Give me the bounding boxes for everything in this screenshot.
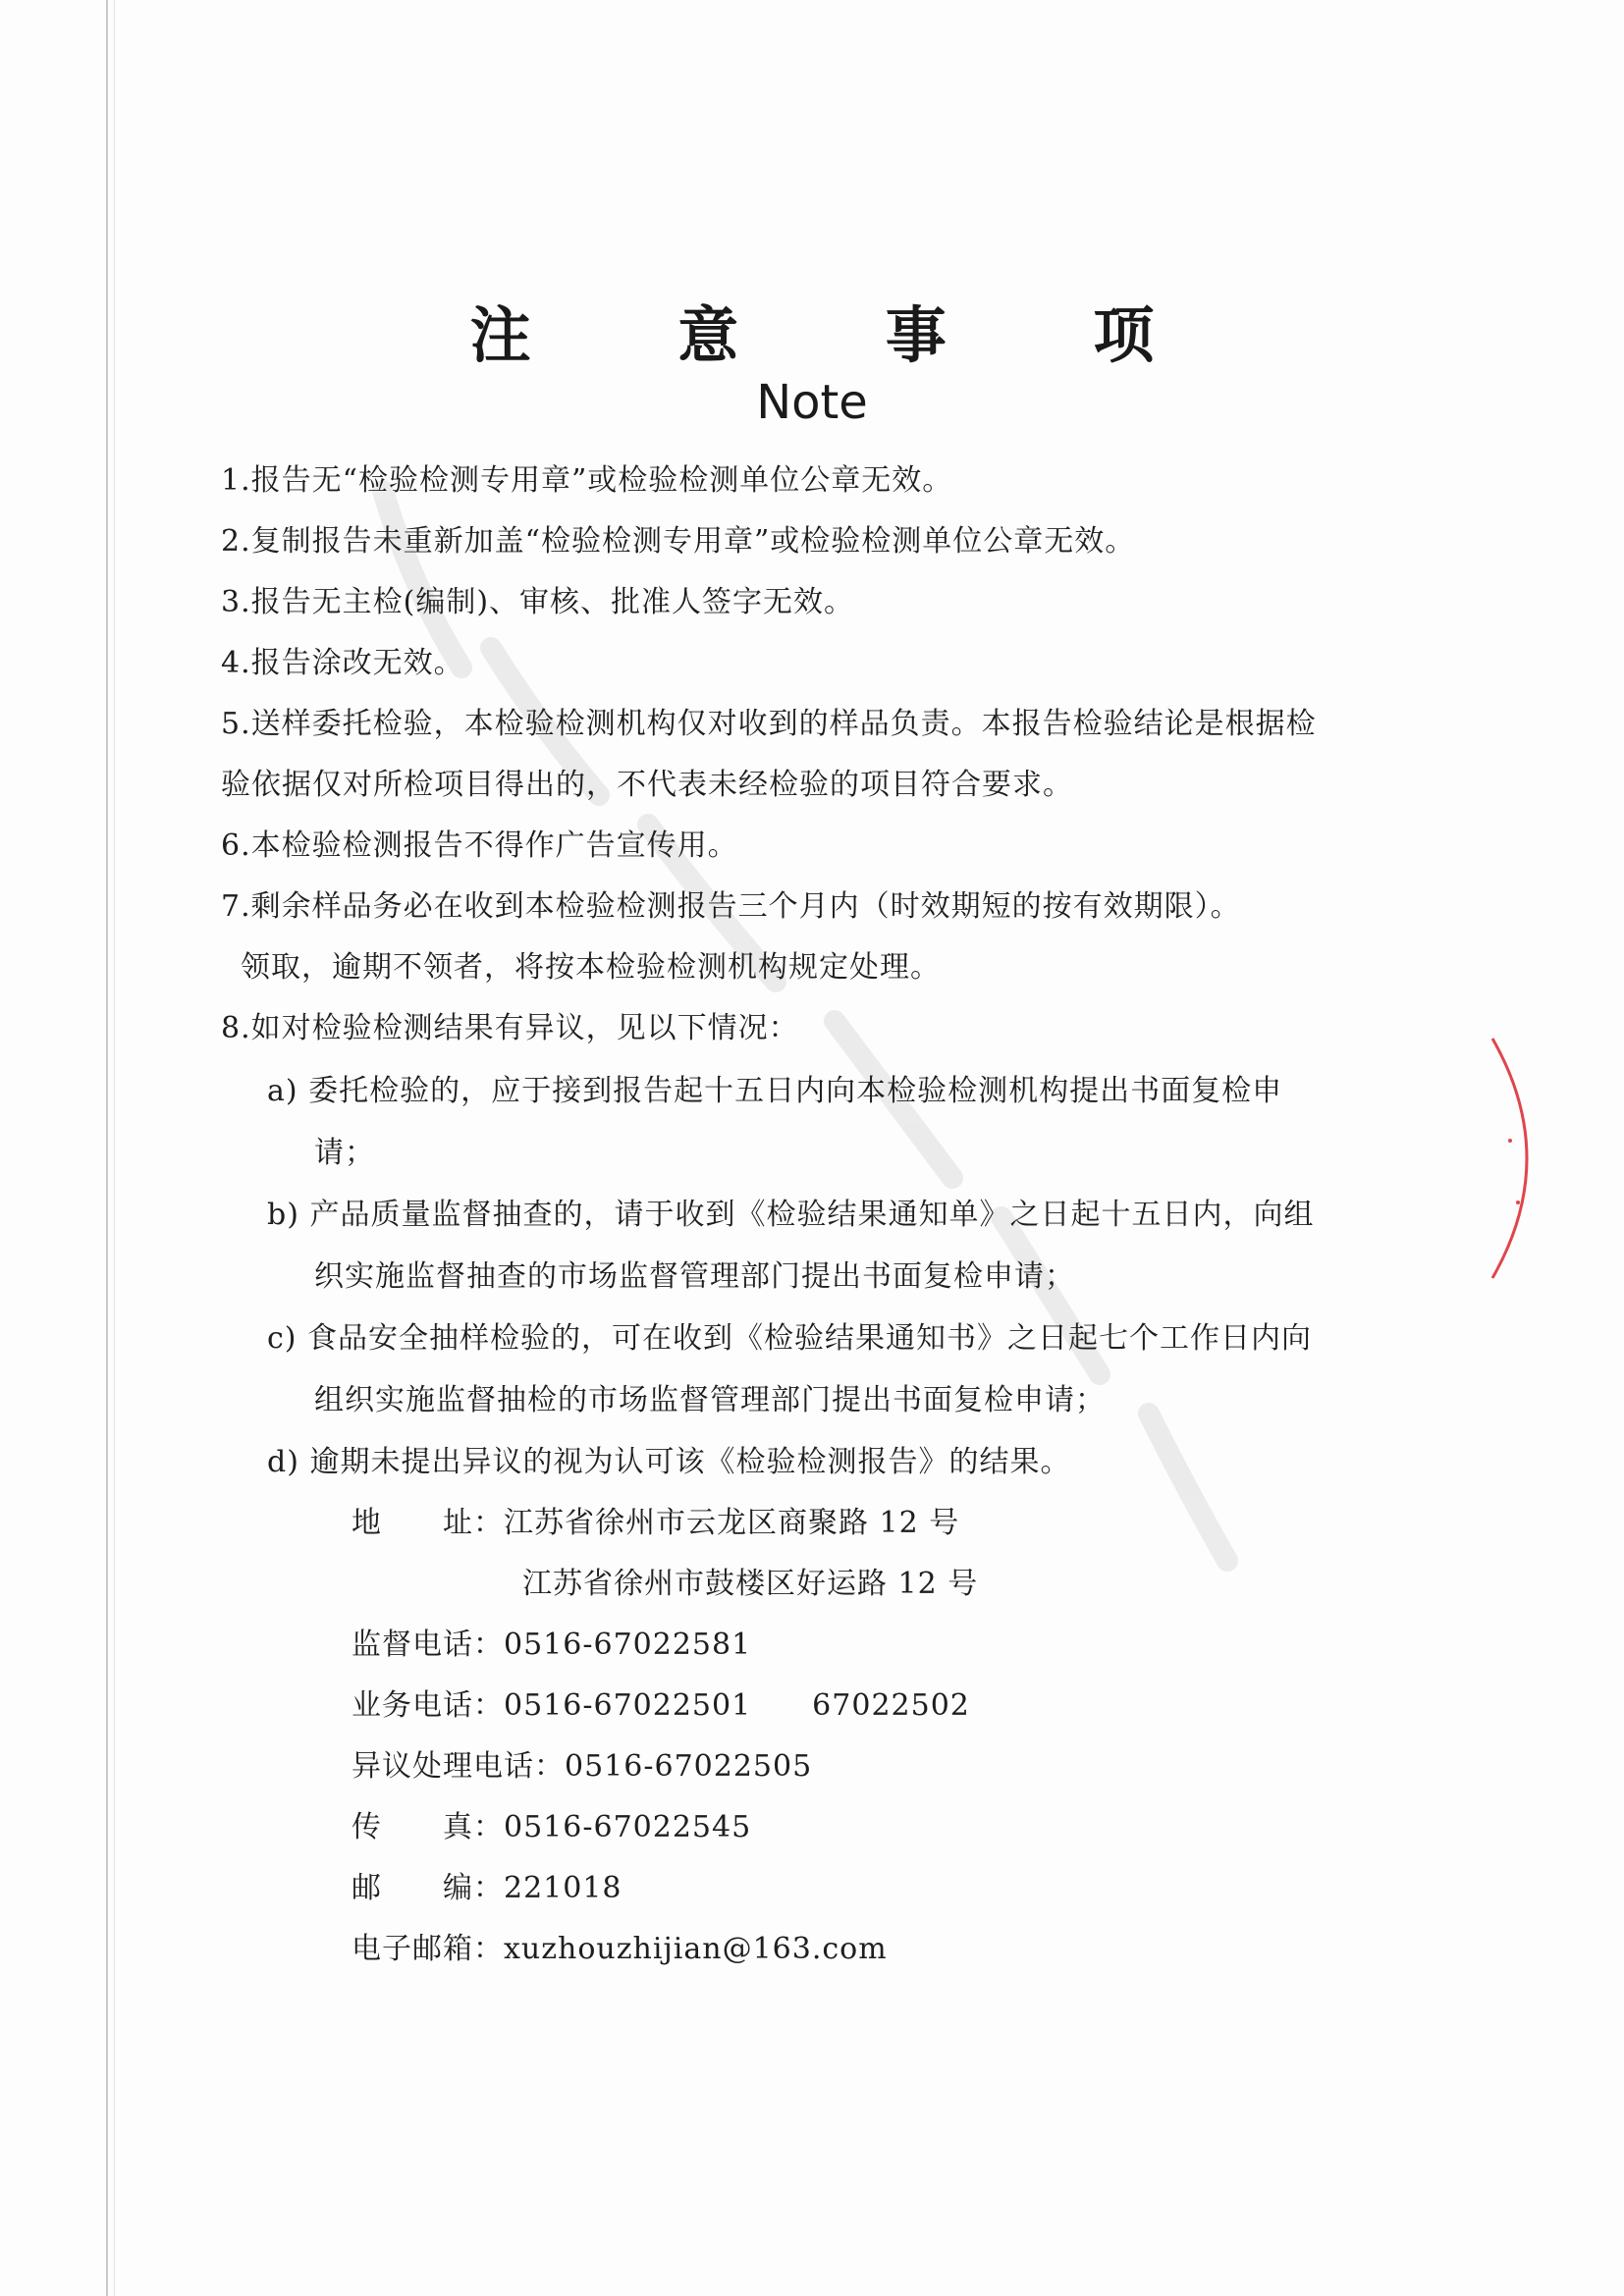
objection-phone: 0516-67022505 xyxy=(565,1749,813,1784)
supervision-phone-row xyxy=(352,1626,751,1665)
postcode: 221018 xyxy=(504,1871,623,1905)
fax-number: 0516-67022545 xyxy=(504,1810,752,1844)
note-item-2: 2.复制报告未重新加盖“检验检测专用章”或检验检测单位公章无效。 xyxy=(221,524,1136,559)
sub-item-b: b) 产品质量监督抽查的，请于收到《检验结果通知单》之日起十五日内，向组 xyxy=(267,1198,1315,1232)
note-item-7-continued: 领取，逾期不领者，将按本检验检测机构规定处理。 xyxy=(241,950,941,985)
note-item-5-continued: 验依据仅对所检项目得出的，不代表未经检验的项目符合要求。 xyxy=(221,768,1073,802)
fax-row xyxy=(352,1808,751,1847)
red-stamp-edge xyxy=(1473,1031,1551,1286)
address-line-2: 江苏省徐州市鼓楼区好运路 12 号 xyxy=(522,1567,979,1601)
business-phone-label: 业务电话： xyxy=(352,1688,504,1723)
email-label: 电子邮箱： xyxy=(352,1932,504,1966)
postcode-label: 邮 编： xyxy=(352,1871,504,1905)
note-item-4: 4.报告涂改无效。 xyxy=(221,646,464,680)
objection-phone-label: 异议处理电话： xyxy=(352,1749,565,1784)
fax-label: 传 真： xyxy=(352,1810,504,1844)
address-label: 地 址： xyxy=(352,1506,504,1540)
sub-item-c-continued: 组织实施监督抽检的市场监督管理部门提出书面复检申请； xyxy=(314,1383,1106,1417)
sub-item-b-continued: 织实施监督抽查的市场监督管理部门提出书面复检申请； xyxy=(314,1259,1075,1294)
postcode-row xyxy=(352,1869,623,1908)
page-title: 注 意 事 项 xyxy=(469,299,1218,371)
note-item-1: 1.报告无“检验检测专用章”或检验检测单位公章无效。 xyxy=(221,463,953,498)
note-item-8: 8.如对检验检测结果有异议，见以下情况： xyxy=(221,1011,799,1045)
supervision-phone-label: 监督电话： xyxy=(352,1628,504,1662)
address-line-1: 江苏省徐州市云龙区商聚路 12 号 xyxy=(504,1506,960,1540)
note-item-3: 3.报告无主检(编制)、审核、批准人签字无效。 xyxy=(221,585,855,619)
note-item-5: 5.送样委托检验，本检验检测机构仅对收到的样品负责。本报告检验结论是根据检 xyxy=(221,707,1317,741)
note-item-7: 7.剩余样品务必在收到本检验检测报告三个月内（时效期短的按有效期限）。 xyxy=(221,889,1241,924)
page-subtitle: Note xyxy=(756,375,868,430)
note-item-6: 6.本检验检测报告不得作广告宣传用。 xyxy=(221,828,738,863)
objection-phone-row xyxy=(352,1747,812,1787)
supervision-phone: 0516-67022581 xyxy=(504,1628,752,1662)
sub-item-a: a) 委托检验的，应于接到报告起十五日内向本检验检测机构提出书面复检申 xyxy=(267,1074,1283,1108)
email-row xyxy=(352,1930,888,1969)
sub-item-d: d) 逾期未提出异议的视为认可该《检验检测报告》的结果。 xyxy=(267,1445,1071,1479)
business-phone-row xyxy=(352,1686,970,1726)
email-address[interactable]: xuzhouzhijian@163.com xyxy=(504,1932,888,1966)
business-phone: 0516-67022501 67022502 xyxy=(504,1688,970,1723)
sub-item-a-continued: 请； xyxy=(314,1136,375,1170)
address-row xyxy=(352,1504,959,1543)
sub-item-c: c) 食品安全抽样检验的，可在收到《检验结果通知书》之日起七个工作日内向 xyxy=(267,1321,1313,1356)
